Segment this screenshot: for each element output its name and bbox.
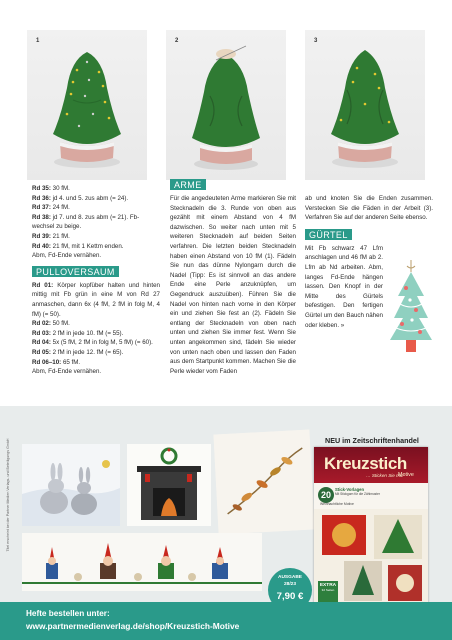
round-text: 2 fM in jede 10. fM (= 55).	[50, 329, 124, 337]
step-photo-2	[166, 30, 286, 180]
magazine-extra-badge	[318, 581, 338, 603]
round-line	[32, 358, 160, 368]
round-line	[32, 232, 160, 242]
ad-photo-bunnies	[22, 444, 120, 526]
crochet-tree-figure-3	[305, 30, 425, 180]
round-line	[32, 251, 160, 261]
step-number: 3	[314, 38, 318, 44]
magazine-title: Kreuzstich	[324, 454, 407, 473]
magazine-note: Mit Stickgarn für die Zählmuster	[335, 492, 380, 496]
magazine-count-badge: 20	[318, 487, 334, 503]
magazine-extra-label: EXTRA	[319, 583, 337, 588]
round-text: 5x (5 fM, 2 fM in folg M, 5 fM) (= 60).	[50, 339, 153, 347]
round-label: Rd 03:	[32, 329, 51, 337]
round-label: Rd 04:	[32, 339, 51, 347]
magazine-note-2: Weihnachtliche Motive	[320, 502, 354, 506]
order-url-link[interactable]: www.partnermedienverlag.de/shop/Kreuzstich-Motive	[26, 621, 240, 631]
round-text: Abm, Fd-Ende vernähen.	[32, 252, 102, 260]
publisher-side-note	[3, 420, 13, 570]
round-label: Rd 05:	[32, 348, 51, 356]
bunnies-illustration	[22, 444, 120, 526]
fireplace-illustration	[127, 444, 211, 526]
magazine-count-label: Stick-Vorlagen	[335, 487, 365, 492]
magazine-cover	[314, 447, 428, 607]
step-photo-1	[27, 30, 147, 180]
round-text: 2 fM in jede 12. fM (= 65).	[50, 348, 124, 356]
round-text: Körper kopfüber halten und hinten mittig mit Fb grün in eine M von Rd 27 anmaschen, dann 6x (4 fM, 2 fM in folg M, 4 fM) (= 50).	[32, 281, 160, 318]
round-text: jd 4. und 5. zus abm (= 24).	[50, 194, 129, 202]
round-line	[32, 203, 160, 213]
round-label: Rd 35:	[32, 185, 51, 192]
step-number: 1	[36, 38, 40, 44]
ad-photo-gnomes	[22, 533, 262, 591]
order-footer	[0, 602, 452, 640]
belt-instructions: Mit Fb schwarz 47 Lfm anschlagen und 46 fM ab 2. Lfm ab Nd arbeiten. Abm, langes Fd-Ende hängen lassen. Den Knopf in der Mitte des Gürtels befestigen. Den fertigen Gürtel um den Bauch nähen oder kleben. »	[305, 244, 383, 329]
round-label: Rd 39:	[32, 232, 51, 240]
new-in-stores-label: NEU im Zeitschriftenhandel	[325, 436, 419, 445]
section-heading-guertel: GÜRTEL	[305, 229, 352, 240]
publisher-side-note-text: Titel erscheint bei der Partner Medien Verlags- und Beteiligungs GmbH	[6, 438, 10, 552]
round-label: Rd 40:	[32, 242, 51, 250]
ad-photo-fireplace	[127, 444, 211, 526]
instructions-column-1	[32, 184, 160, 377]
round-text: 24 fM.	[50, 204, 70, 212]
issue-label: AUSGABE	[278, 575, 302, 580]
round-line	[32, 367, 160, 377]
round-line	[32, 194, 160, 204]
round-label: Rd 38:	[32, 213, 51, 221]
round-label: Rd 01:	[32, 281, 54, 289]
round-line	[32, 213, 160, 232]
magazine-subtitle: Motive	[398, 472, 414, 478]
round-text: 21 fM.	[50, 232, 70, 240]
issue-number: 28/23	[283, 582, 296, 587]
round-text: 21 fM, mit 1 Kettm enden.	[50, 242, 124, 250]
round-text: Abm, Fd-Ende vernähen.	[32, 368, 102, 376]
round-line	[32, 281, 160, 319]
step-number: 2	[175, 38, 179, 44]
section-heading-pulloversaum: PULLOVERSAUM	[32, 266, 119, 277]
magazine-extra-sub: 32 Seiten	[321, 588, 335, 592]
round-line	[32, 242, 160, 252]
rounds-list-hem	[32, 281, 160, 377]
round-text: 50 fM.	[50, 320, 70, 328]
order-label: Hefte bestellen unter:	[26, 609, 110, 618]
price-value: 7,90 €	[276, 591, 304, 602]
gnomes-illustration	[22, 533, 262, 591]
magazine-tagline: … Sticken Sie mit!	[366, 473, 404, 478]
round-label: Rd 36:	[32, 194, 51, 202]
round-line	[32, 348, 160, 358]
section-heading-arme: ARME	[170, 179, 206, 190]
round-line	[32, 338, 160, 348]
arms-instructions: Für die angedeuteten Arme markieren Sie mit Stecknadeln die 3. Runde von oben aus gezählt mit einem Abstand von 4 fM dazwischen. So weiter nach unten mit 5 weiteren Stecknadeln auf beiden Seiten verfahren. Die letzten beiden Stecknadeln haben einen Abstand von 10 fM (1). Fädeln Sie nun das dünne Nylongarn durch die Nadel (Tipp: Es ist sinnvoll an das andere Ende eine Perle anzuknüpfen, um Gegendruck auszuüben). Führen Sie die Nadel von hinten nach vorne in den Körper ein und ziehen Sie fest an (2). Fädeln Sie entlang der Stecknadeln von oben nach unten und ziehen Sie immer fest. Wenn Sie unten angekommen sind, fädeln Sie wieder von unten nach oben und lassen den Faden aus dem Startpunkt kommen. Machen Sie die Perle wieder vom Faden	[170, 195, 296, 375]
step-photo-3	[305, 30, 425, 180]
round-label: Rd 37:	[32, 204, 51, 212]
round-text: jd 7. und 8. zus abm (= 21). Fb-wechsel zu beige.	[32, 213, 140, 231]
leaves-illustration	[213, 430, 314, 535]
ad-photo-leaves	[213, 430, 314, 535]
rounds-list-body	[32, 184, 160, 261]
round-text: 30 fM.	[50, 185, 70, 192]
round-text: 65 fM.	[61, 358, 81, 366]
round-label: Rd 06–10:	[32, 358, 62, 366]
arms-instructions-continued: ab und knoten Sie die Enden zusammen. Verstecken Sie die Fäden in der Arbeit (3). Verfahren Sie auf der anderen Seite ebenso.	[305, 195, 433, 222]
round-line	[32, 329, 160, 339]
round-line	[32, 184, 160, 194]
instructions-column-2	[170, 179, 296, 376]
crochet-tree-figure-2	[166, 30, 286, 180]
christmas-tree-ornament-icon	[386, 258, 436, 354]
round-label: Rd 02:	[32, 320, 51, 328]
round-line	[32, 319, 160, 329]
crochet-tree-figure-1	[27, 30, 147, 180]
